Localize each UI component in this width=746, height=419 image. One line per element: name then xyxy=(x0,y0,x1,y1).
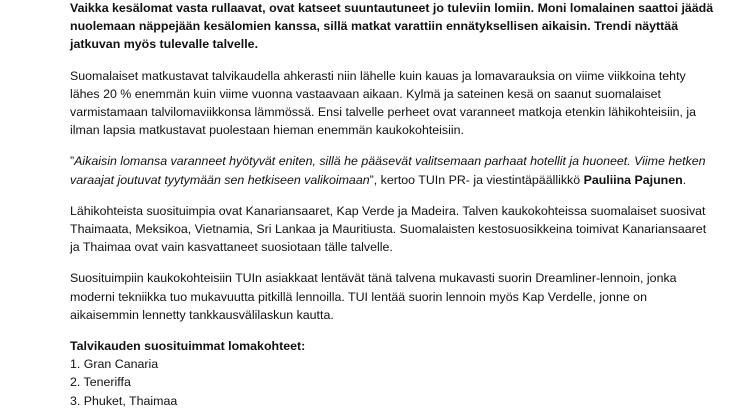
quote-close-mark: ” xyxy=(369,172,374,187)
quote-open-mark: ” xyxy=(70,154,75,169)
paragraph-flights: Suosituimpiin kaukokohteisiin TUIn asiakkaat lentävät tänä talvena mukavasti suorin Dreamliner-lennoin, jonka moderni tekniikka tuo mukavuutta pitkillä lennoilla. TUI lentää suorin lennoin myös Kap Verdelle, jonne on aikaisemmin lennetty tankkausvälilaskun kautta. xyxy=(70,271,677,322)
list-item: 3. Phuket, Thaimaa xyxy=(70,393,178,408)
quote-end: . xyxy=(682,172,687,187)
paragraph-destinations: Lähikohteista suosituimpia ovat Kanariansaaret, Kap Verde ja Madeira. Talven kaukokohteissa suomalaiset suosivat Thaimaata, Meksikoa, Vietnamia, Sri Lankaa ja Mauritiusta. Suomalaisten kestosuosikkeina toimivat Kanariansaaret ja Thaimaa ovat vain kasvattaneet suosiotaan tälle talvelle. xyxy=(70,203,707,255)
paragraph-booking-trends: Suomalaiset matkustavat talvikaudella ahkerasti niin lähelle kuin kauas ja lomavarauksia on viime viikkoina tehty lähes 20 % enemmän kuin viime vuonna vastaavaan aikaan. Kylmä ja sateinen kesä on saanut suomalaiset varmistamaan talvilomaviikkonsa lämmössä. Ensi talvelle perheet ovat varanneet matkoja etenkin lähikohteisiin, ja ilman lapsia matkustavat puolestaan hieman enemmän kaukokohteisiin. xyxy=(70,68,697,138)
list-item: 2. Teneriffa xyxy=(70,375,131,390)
list-item: 1. Gran Canaria xyxy=(70,357,159,372)
quote-text: Aikaisin lomansa varanneet hyötyvät eniten, sillä he pääsevät valitsemaan parhaat hotellit ja huoneet. Viime hetken varaajat joutuvat tyytymään sen hetkiseen valikoimaan xyxy=(70,154,706,187)
quote-attribution: , kertoo TUIn PR- ja viestintäpäällikkö xyxy=(373,172,584,187)
destinations-list-heading: Talvikauden suosituimmat lomakohteet: xyxy=(70,339,306,354)
destinations-list xyxy=(70,355,718,410)
press-release-body xyxy=(70,0,718,410)
quote-paragraph xyxy=(70,152,718,188)
quote-speaker: Pauliina Pajunen xyxy=(583,172,683,187)
lead-paragraph: Vaikka kesälomat vasta rullaavat, ovat katseet suuntautuneet jo tuleviin lomiin. Moni lomalainen saattoi jäädä nuolemaan näppejään kesälomien kanssa, sillä matkat varattiin ennätyksellisen aikaisin. Trendi näyttää jatkuvan myös tulevalle talvelle. xyxy=(70,1,714,52)
